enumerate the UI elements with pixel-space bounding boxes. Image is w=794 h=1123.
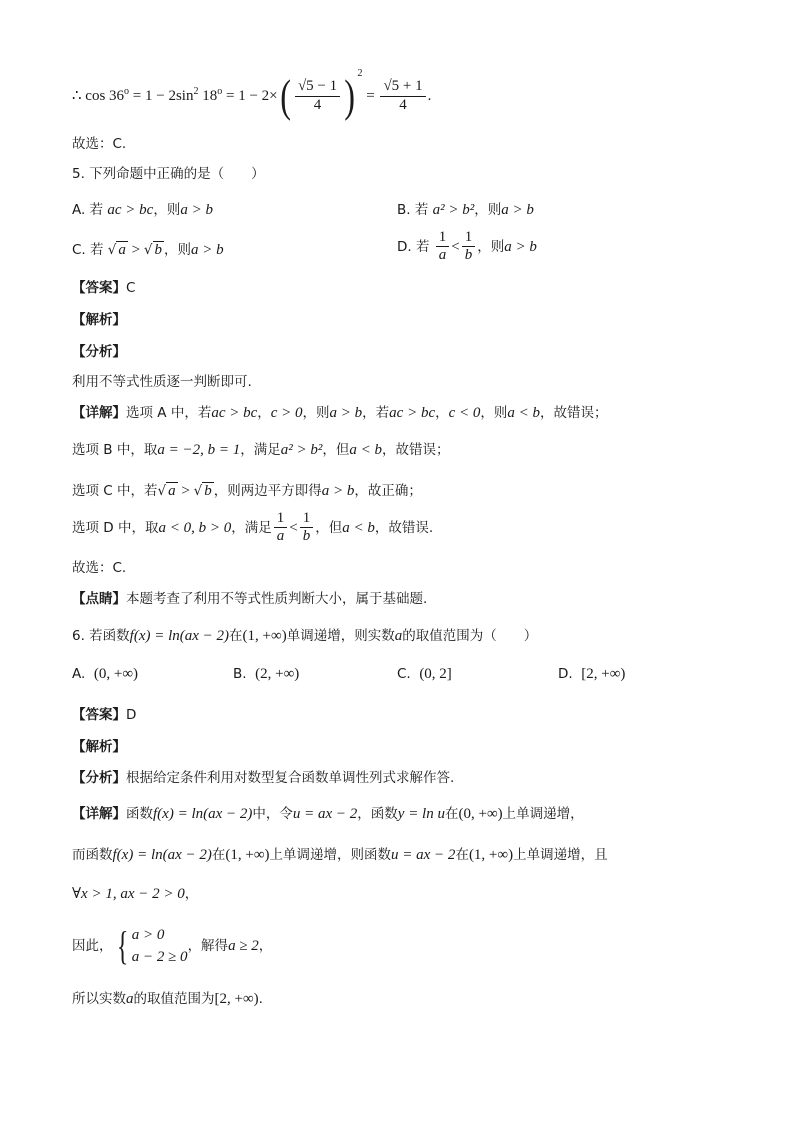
q5-option-a: A. 若 ac > bc，则a > b xyxy=(72,202,213,218)
q6-detail-4: 因此，{ a > 0 a − 2 ≥ 0 ，解得a ≥ 2， xyxy=(72,923,273,968)
q6-detail-2: 而函数f(x) = ln(ax − 2)在(1, +∞)上单调递增，则函数u = ax − 2在(1, +∞)上单调递增，且 xyxy=(72,847,608,863)
power: 2 xyxy=(357,68,363,79)
q6-answer: 【答案】D xyxy=(72,707,137,723)
q5-detail-3: 选项 C 中，若√ a > √ b ，则两边平方即得a > b，故正确； xyxy=(72,483,422,499)
period: . xyxy=(427,88,432,104)
left-paren: ( xyxy=(279,70,291,121)
q5-stem: 5. 下列命题中正确的是（ ） xyxy=(72,166,265,182)
q5-jiexi: 【解析】 xyxy=(72,312,126,328)
q5-fenxi: 【分析】 xyxy=(72,344,126,360)
fraction-2: $\frac{√5 + 1}{4}$ xyxy=(380,78,425,114)
q5-option-b: B. 若 a² > b²，则a > b xyxy=(397,202,534,218)
equals: = xyxy=(362,88,379,104)
formula-line xyxy=(72,68,431,119)
select-line-1: 故选：C. xyxy=(72,136,127,152)
fraction-1: $\frac{√5 - 1}{4}$ xyxy=(295,78,340,114)
q5-detail-2: 选项 B 中，取a = −2, b = 1，满足a² > b²，但a < b，故错误； xyxy=(72,442,450,458)
q5-dianjing: 【点睛】本题考查了利用不等式性质判断大小，属于基础题. xyxy=(72,591,428,607)
inequality-system: a > 0 a − 2 ≥ 0 xyxy=(131,927,188,965)
q6-option-c: C. (0, 2] xyxy=(397,666,452,682)
q5-option-c: C. 若 √ a > √ b ，则a > b xyxy=(72,242,224,258)
q6-jiexi: 【解析】 xyxy=(72,739,126,755)
q6-detail-1: 【详解】函数f(x) = ln(ax − 2)中，令u = ax − 2，函数y = ln u在(0, +∞)上单调递增， xyxy=(72,806,584,822)
q6-stem: 6. 若函数f(x) = ln(ax − 2)在(1, +∞)单调递增，则实数a的取值范围为（ ） xyxy=(72,628,538,644)
formula-prefix: ∴ $\cos 36^o = 1 - 2\sin^2$ $18^o = 1 - 2\times$ xyxy=(72,86,278,104)
q5-detail-4: 选项 D 中，取a < 0, b > 0，满足 $\frac{1}{a}$ < $\frac{1}{b}$ ，但a < b，故错误. xyxy=(72,510,434,545)
right-paren: ) xyxy=(344,70,356,121)
q6-fenxi: 【分析】根据给定条件利用对数型复合函数单调性列式求解作答. xyxy=(72,770,455,786)
q6-option-a: A. (0, +∞) xyxy=(72,666,139,682)
q5-select: 故选：C. xyxy=(72,560,127,576)
q6-detail-3: ∀x > 1, ax − 2 > 0， xyxy=(72,886,199,902)
q5-detail-1: 【详解】选项 A 中，若ac > bc，c > 0，则a > b，若ac > bc，c < 0，则a < b，故错误； xyxy=(72,405,608,421)
brace: { xyxy=(116,923,128,968)
q5-fenxi-text: 利用不等式性质逐一判断即可. xyxy=(72,374,252,390)
q5-option-d: D. 若 $\frac{1}{a}$ < $\frac{1}{b}$ ，则a > b xyxy=(397,229,537,264)
q5-answer: 【答案】C xyxy=(72,280,136,296)
q6-detail-5: 所以实数a的取值范围为[2, +∞). xyxy=(72,991,263,1007)
q6-option-d: D. [2, +∞) xyxy=(558,666,626,682)
q6-option-b: B. (2, +∞) xyxy=(233,666,300,682)
